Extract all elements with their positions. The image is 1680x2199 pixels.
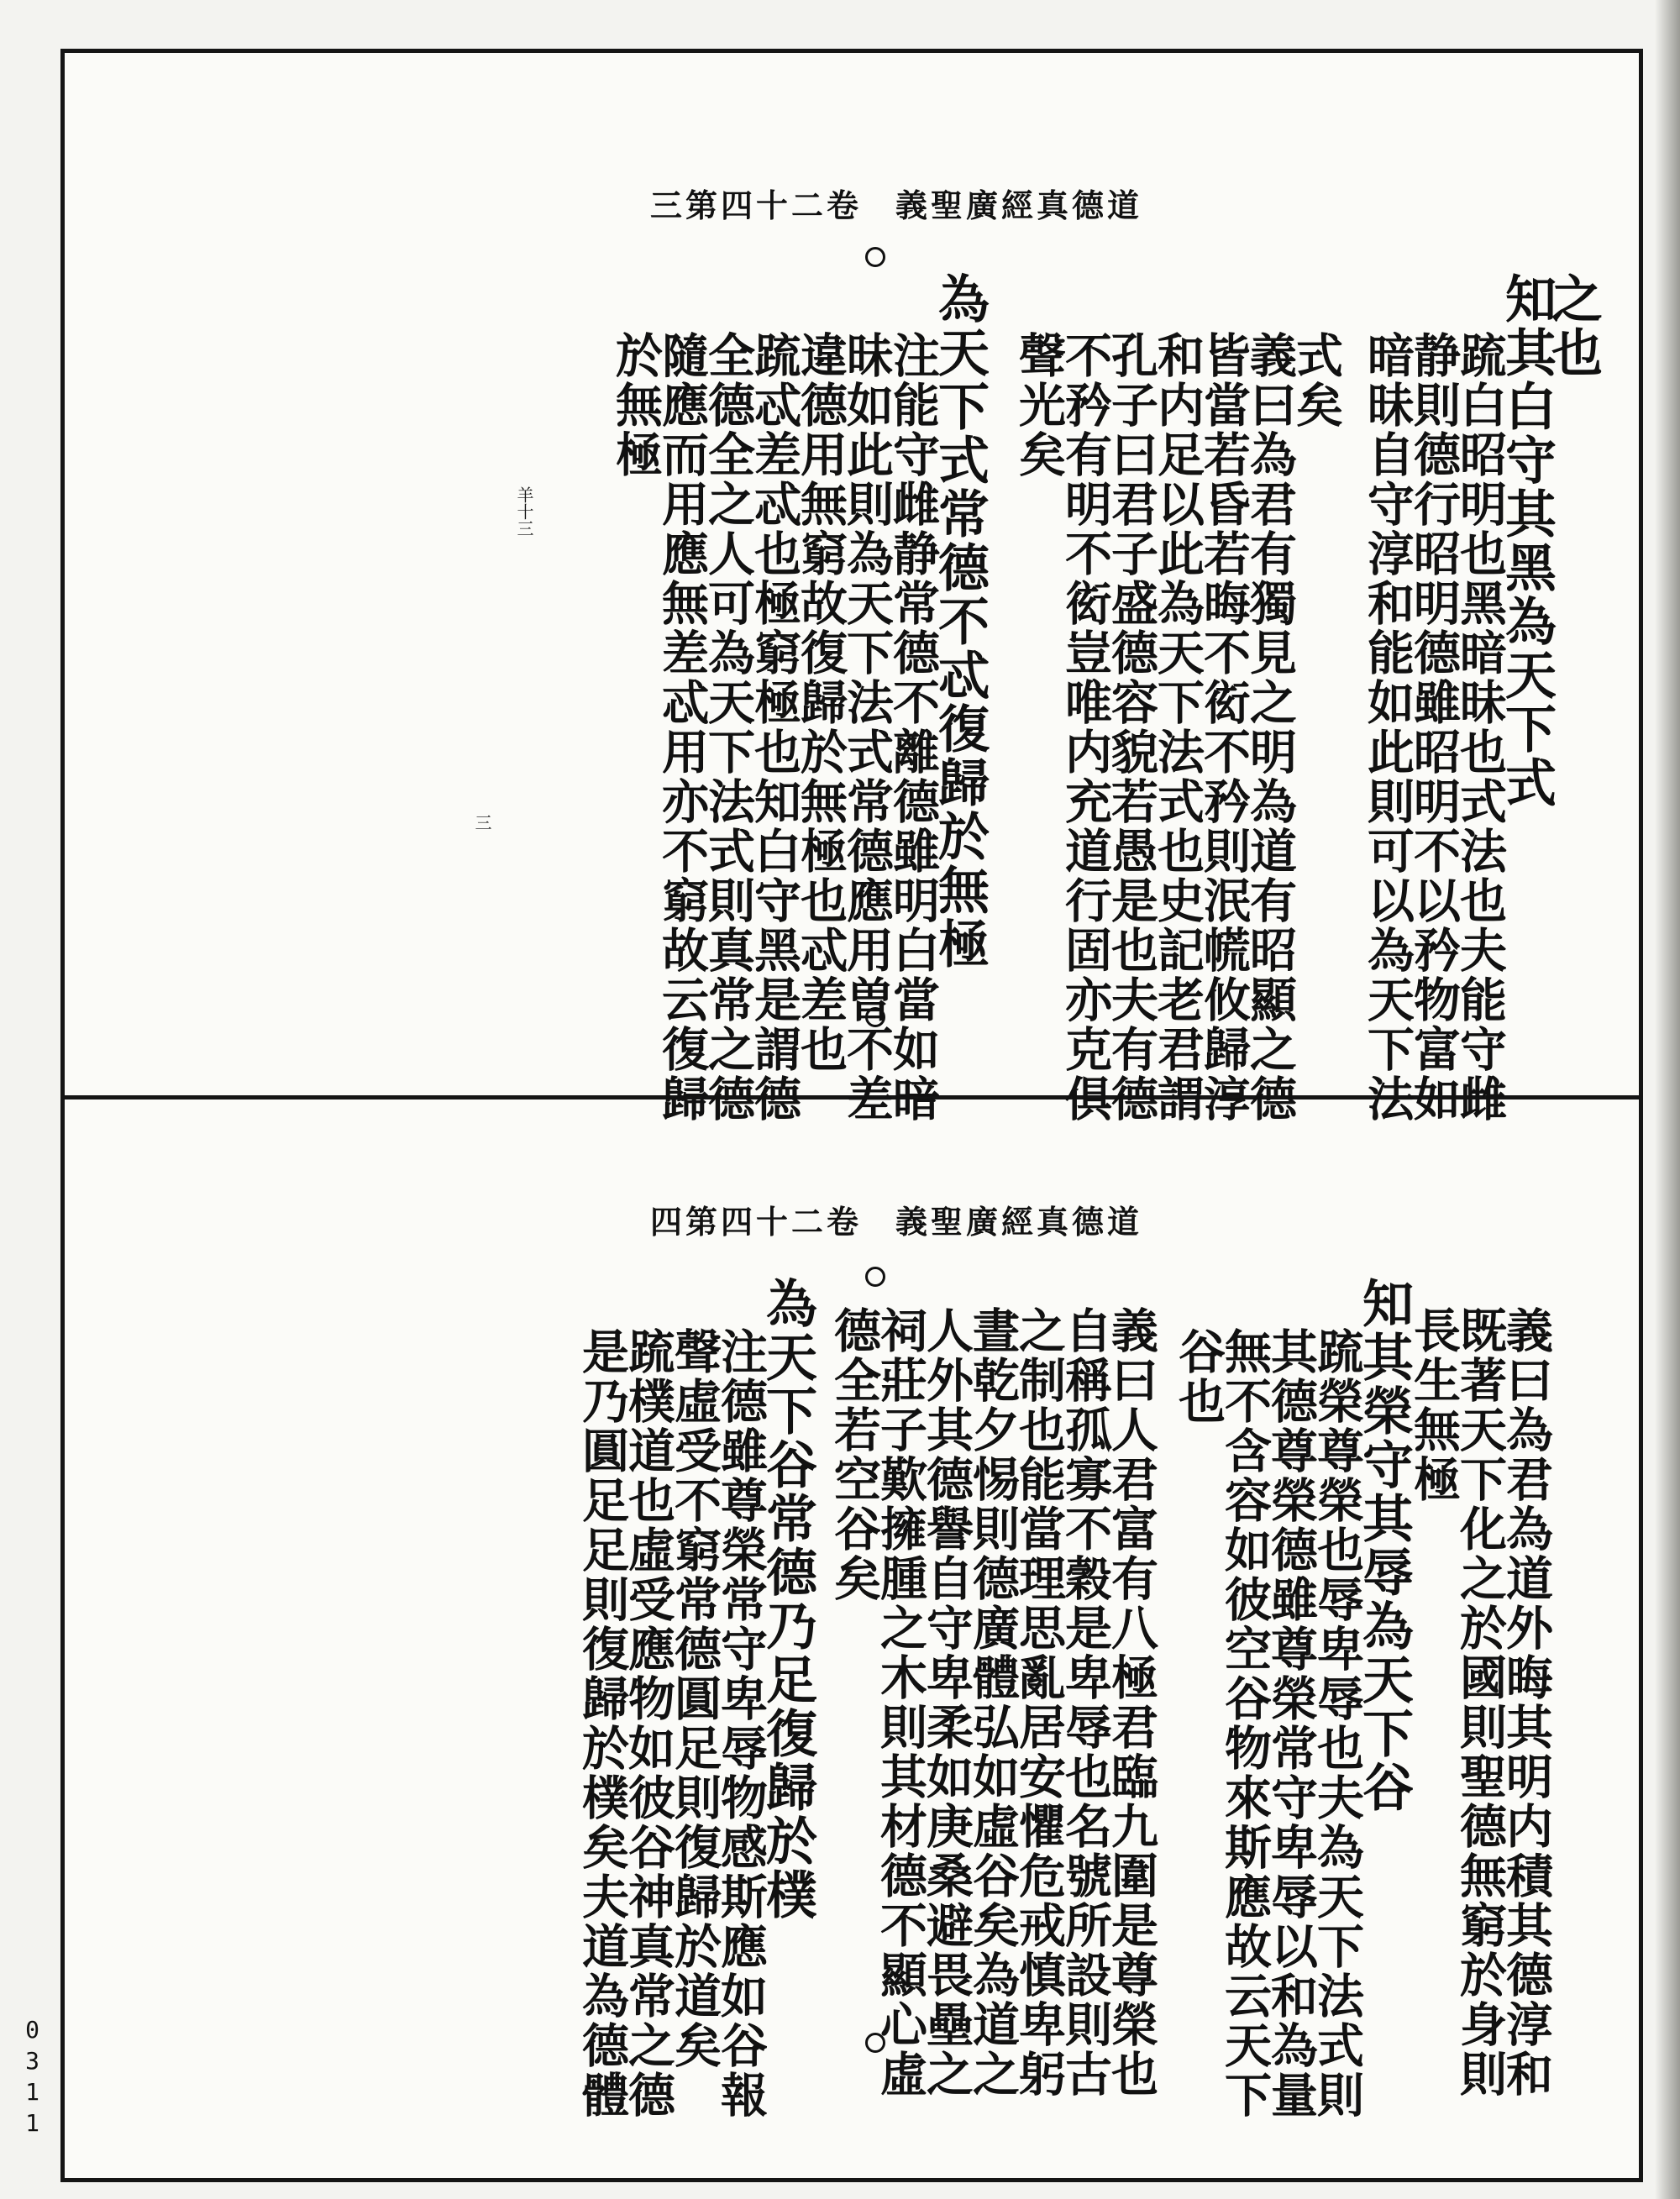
top-col-2: 知其白守其黑為天下式 bbox=[1497, 272, 1557, 810]
top-col-12: 聲光矣 bbox=[1011, 331, 1067, 480]
top-col-17: 䟽忒差忒也極窮極也知白守黑是謂德 bbox=[747, 331, 802, 1124]
top-header-title: 道德真經廣聖義 bbox=[895, 186, 1142, 224]
top-col-8: 皆當若昏若晦不衒不矜則泯㡛攸歸淳 bbox=[1196, 331, 1252, 1124]
top-col-4: 静則德行昭明德雖昭明不以矜物富如 bbox=[1406, 331, 1462, 1124]
top-col-3: 䟽白昭明也黑暗昧也式法也夫能守雌 bbox=[1452, 331, 1508, 1124]
top-header-volume: 卷二十四第三 bbox=[649, 186, 862, 224]
top-col-10: 孔子曰君子盛德容貌若愚是也夫有德 bbox=[1104, 331, 1159, 1124]
top-col-15: 昧如此則為天下法式常德應用曽不差 bbox=[839, 331, 895, 1124]
scan-edge bbox=[1655, 0, 1680, 2199]
top-col-19: 隨應而用應無差忒用亦不窮故云復歸 bbox=[654, 331, 710, 1124]
top-page bbox=[66, 54, 1638, 1124]
top-col-1: 之也 bbox=[1543, 272, 1603, 380]
top-col-5: 暗昧自守淳和能如此則可以為天下法 bbox=[1360, 331, 1415, 1124]
margin-note: 羊十三 bbox=[514, 486, 534, 537]
bottom-col-11: 之制也能當理思亂居安懼危戒慎卑躬 bbox=[1011, 1306, 1067, 2099]
bottom-col-14: 祠莊子歎擁腫之木則其材德不顯心虛 bbox=[873, 1306, 928, 2099]
bottom-col-17: 注德雖尊榮常守卑辱物感斯應如谷報 bbox=[713, 1327, 769, 2120]
bottom-header bbox=[650, 1196, 1142, 1242]
bottom-col-10: 自稱孤寡不穀是卑辱也名號所設則古 bbox=[1058, 1306, 1113, 2099]
bottom-col-8: 谷也 bbox=[1171, 1327, 1226, 1426]
top-col-9: 和内足以此為天下法式也史記老君謂 bbox=[1150, 331, 1205, 1124]
bottom-col-12: 晝乾夕惕則德廣體弘如虛谷矣為道之 bbox=[965, 1306, 1021, 2099]
bottom-col-16: 為天下谷常德乃足復歸於樸 bbox=[758, 1277, 817, 1922]
top-col-6: 式矣 bbox=[1289, 331, 1344, 430]
bottom-col-6: 其德尊榮德雖尊榮常守卑辱以和為量 bbox=[1263, 1327, 1319, 2120]
bottom-header-volume: 卷二十四第四 bbox=[649, 1203, 862, 1241]
bottom-col-4: 知其榮守其辱為天下谷 bbox=[1354, 1277, 1414, 1814]
bottom-col-20: 是乃圓足足則復歸於樸矣夫道為德體 bbox=[575, 1327, 630, 2120]
page-number: 0311 bbox=[18, 2016, 46, 2140]
bottom-col-5: 䟽榮尊榮也辱卑辱也夫為天下法式則 bbox=[1310, 1327, 1365, 2120]
top-col-18: 全德全之人可為天下法式則真常之德 bbox=[701, 331, 756, 1124]
top-col-7: 義曰為君有獨見之明為道有昭顯之德 bbox=[1242, 331, 1298, 1124]
circle-mark bbox=[865, 247, 885, 267]
bottom-col-2: 既著天下化之於國則聖德無窮於身則 bbox=[1452, 1306, 1508, 2099]
bottom-header-title: 道德真經廣聖義 bbox=[895, 1203, 1142, 1241]
bottom-col-3: 長生無極 bbox=[1406, 1306, 1462, 1504]
bottom-col-7: 無不含容如彼空谷物來斯應故云天下 bbox=[1217, 1327, 1273, 2120]
bottom-col-15: 德全若空谷矣 bbox=[827, 1306, 882, 1603]
margin-note-2: 三 bbox=[472, 814, 492, 831]
top-col-13: 為天下式常德不忒復歸於無極 bbox=[930, 272, 990, 971]
bottom-col-19: 䟽樸道也虛受應物如彼谷神真常之德 bbox=[621, 1327, 676, 2120]
bottom-page bbox=[66, 1100, 1638, 2177]
bottom-col-13: 人外其德譽自守卑柔如庚桑避畏壘之 bbox=[919, 1306, 974, 2099]
bottom-col-9: 義曰人君富有八極君臨九圍是尊榮也 bbox=[1104, 1306, 1159, 2099]
bottom-col-1: 義曰為君為道外晦其明内積其德淳和 bbox=[1499, 1306, 1554, 2099]
top-col-14: 注能守雌静常德不離德雖明白當如暗 bbox=[885, 331, 941, 1124]
circle-mark bbox=[865, 1267, 885, 1287]
top-col-20: 於無極 bbox=[608, 331, 664, 480]
top-col-11: 不矜有明不衒豈唯内充道行固亦克俱 bbox=[1058, 331, 1113, 1124]
bottom-col-18: 聲虛受不窮常德圓足則復歸於道矣 bbox=[667, 1327, 722, 2070]
top-header bbox=[650, 180, 1142, 226]
top-col-16: 違德用無窮故復歸於無極也忒差也 bbox=[793, 331, 848, 1074]
